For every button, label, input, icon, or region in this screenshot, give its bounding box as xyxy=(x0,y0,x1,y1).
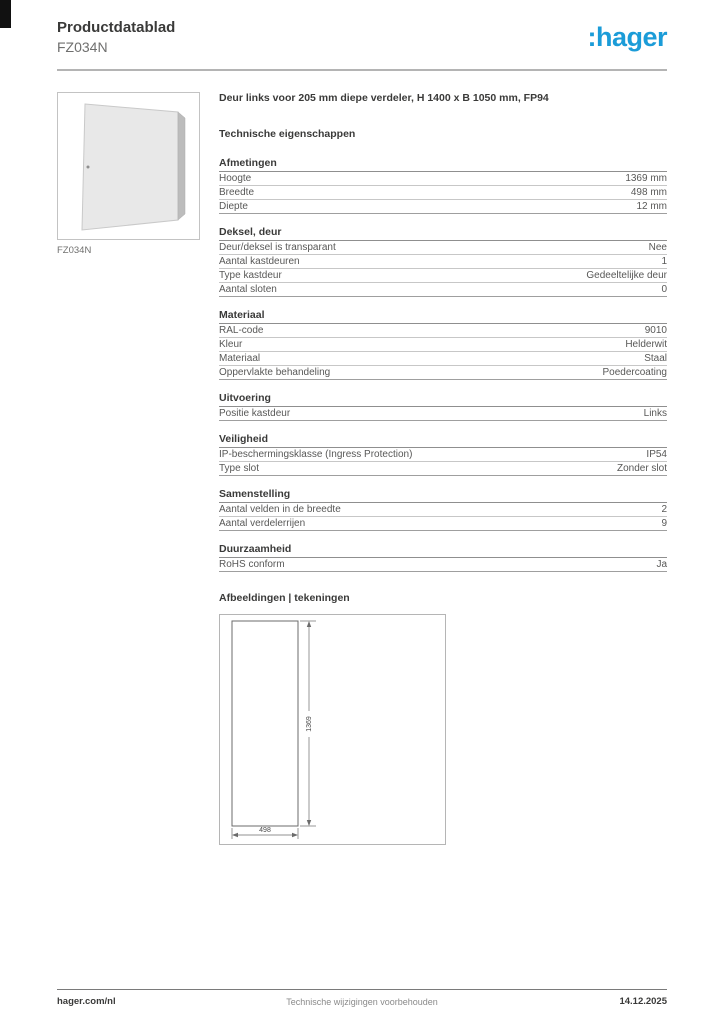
spec-row xyxy=(219,324,667,338)
spec-value: Zonder slot xyxy=(616,463,667,474)
spec-row xyxy=(219,241,667,255)
spec-value: 12 mm xyxy=(636,201,667,212)
spec-label: Aantal verdelerrijen xyxy=(219,518,306,529)
spec-label: RAL-code xyxy=(219,325,264,336)
section-title: Uitvoering xyxy=(219,392,667,407)
spec-row xyxy=(219,503,667,517)
spec-label: Oppervlakte behandeling xyxy=(219,367,331,378)
product-description: Deur links voor 205 mm diepe verdeler, H 1400 x B 1050 mm, FP94 xyxy=(219,92,549,104)
spec-value: Ja xyxy=(656,559,667,570)
section-samenstelling xyxy=(219,488,667,531)
spec-row xyxy=(219,255,667,269)
spec-label: IP-beschermingsklasse (Ingress Protection) xyxy=(219,449,413,460)
spec-label: RoHS conform xyxy=(219,559,285,570)
footer-website-link[interactable]: hager.com/nl xyxy=(57,996,116,1007)
spec-value: 0 xyxy=(661,284,667,295)
spec-label: Positie kastdeur xyxy=(219,408,291,419)
door-dimension-diagram xyxy=(220,615,445,844)
hager-logo: :hager xyxy=(587,22,667,52)
section-title: Samenstelling xyxy=(219,488,667,503)
door-panel-illustration xyxy=(58,93,201,241)
spec-value: Helderwit xyxy=(625,339,667,350)
tech-properties-heading: Technische eigenschappen xyxy=(219,128,356,140)
section-title: Duurzaamheid xyxy=(219,543,667,558)
footer-date: 14.12.2025 xyxy=(619,996,667,1007)
product-code: FZ034N xyxy=(57,39,108,55)
spec-label: Type kastdeur xyxy=(219,270,282,281)
spec-value: Gedeeltelijke deur xyxy=(586,270,667,281)
section-veiligheid xyxy=(219,433,667,476)
spec-value: IP54 xyxy=(646,449,667,460)
header-divider xyxy=(57,69,667,71)
width-dimension-label: 498 xyxy=(259,827,271,834)
section-deksel-deur xyxy=(219,226,667,297)
section-title: Deksel, deur xyxy=(219,226,667,241)
spec-label: Breedte xyxy=(219,187,255,198)
spec-value: Links xyxy=(643,408,667,419)
section-uitvoering xyxy=(219,392,667,421)
spec-row xyxy=(219,366,667,380)
print-corner-mark xyxy=(0,0,11,28)
footer-disclaimer: Technische wijzigingen voorbehouden xyxy=(286,997,438,1007)
spec-row xyxy=(219,352,667,366)
section-title: Veiligheid xyxy=(219,433,667,448)
spec-value: Nee xyxy=(648,242,667,253)
spec-value: Staal xyxy=(644,353,667,364)
section-title: Afmetingen xyxy=(219,157,667,172)
spec-label: Deur/deksel is transparant xyxy=(219,242,336,253)
spec-value: 1 xyxy=(661,256,667,267)
section-duurzaamheid xyxy=(219,543,667,572)
spec-row xyxy=(219,462,667,476)
section-title: Materiaal xyxy=(219,309,667,324)
spec-row xyxy=(219,407,667,421)
section-afmetingen xyxy=(219,157,667,214)
spec-row xyxy=(219,269,667,283)
spec-value: 9 xyxy=(661,518,667,529)
spec-value: Poedercoating xyxy=(602,367,667,378)
dimension-drawing xyxy=(219,614,446,845)
footer-divider xyxy=(57,989,667,990)
spec-value: 9010 xyxy=(644,325,667,336)
product-image xyxy=(57,92,200,240)
product-image-caption: FZ034N xyxy=(57,245,92,256)
spec-row xyxy=(219,517,667,531)
spec-row xyxy=(219,558,667,572)
section-materiaal xyxy=(219,309,667,380)
page-title: Productdatablad xyxy=(57,19,176,36)
spec-row xyxy=(219,186,667,200)
spec-label: Kleur xyxy=(219,339,243,350)
spec-value: 1369 mm xyxy=(625,173,667,184)
spec-row xyxy=(219,448,667,462)
drawings-heading: Afbeeldingen | tekeningen xyxy=(219,592,350,604)
spec-label: Aantal kastdeuren xyxy=(219,256,300,267)
spec-label: Materiaal xyxy=(219,353,261,364)
spec-row xyxy=(219,283,667,297)
height-dimension-label: 1369 xyxy=(306,716,313,732)
spec-column xyxy=(219,92,667,845)
spec-value: 498 mm xyxy=(630,187,667,198)
spec-value: 2 xyxy=(661,504,667,515)
spec-label: Hoogte xyxy=(219,173,252,184)
spec-row xyxy=(219,338,667,352)
spec-row xyxy=(219,172,667,186)
spec-label: Diepte xyxy=(219,201,248,212)
spec-label: Aantal velden in de breedte xyxy=(219,504,341,515)
spec-label: Type slot xyxy=(219,463,260,474)
spec-label: Aantal sloten xyxy=(219,284,277,295)
spec-row xyxy=(219,200,667,214)
